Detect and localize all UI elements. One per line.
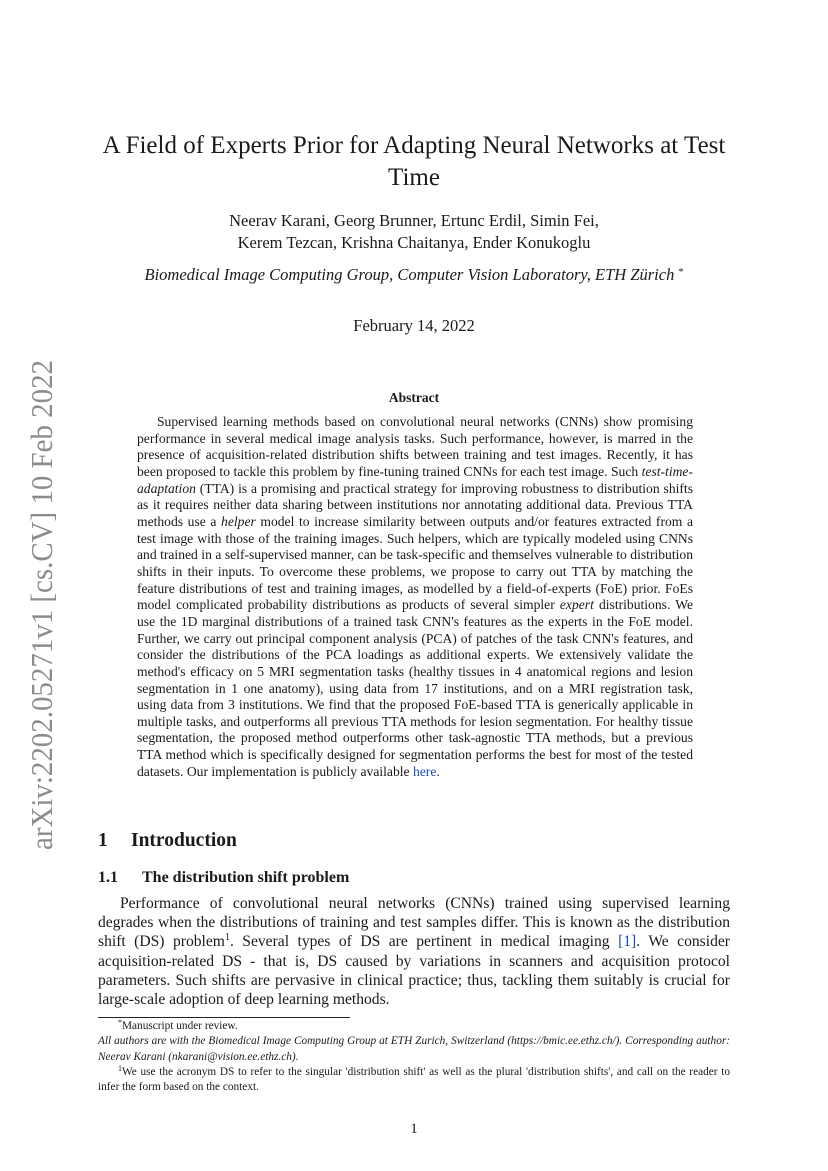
arxiv-identifier: [12, 360, 62, 850]
footnote-star-text: Manuscript under review.: [122, 1020, 238, 1032]
body-text-1: Performance of convolutional neural networks (CNNs) trained using supervised learning degrades when the distributions of training and test samples differ. This is known as the distribution shift (DS) problem: [98, 895, 730, 951]
abstract-text-end: .: [436, 763, 440, 779]
affiliation-text: Biomedical Image Computing Group, Computer Vision Laboratory, ETH Zürich: [144, 265, 675, 284]
affiliation: [98, 265, 730, 285]
abstract-text-3: model to increase similarity between outputs and/or features extracted from a test image with those of the training images. Such helpers, which are typically modeled using CNNs and trained in a self-supervised manner, can be task-specific and themselves vulnerable to distribution shifts in their inputs. To overcome these problems, we propose to carry out TTA by matching the feature distributions of test and training images, as modelled by a field-of-experts (FoE) prior. FoEs model complicated probability distributions as products of several simpler: [137, 513, 693, 613]
subsection-number: 1.1: [98, 869, 118, 886]
abstract-heading: Abstract: [388, 390, 440, 405]
footnote-authors-note: All authors are with the Biomedical Image Computing Group at ETH Zurich, Switzerland (https://bmic.ee.ethz.ch/). Corresponding author: Neerav Karani (nkarani@vision.ee.ethz.ch).: [98, 1035, 730, 1063]
intro-paragraph: [98, 894, 730, 1009]
abstract-italic-term-3: expert: [559, 597, 594, 613]
body-paragraph: [98, 894, 730, 1009]
publication-date: February 14, 2022: [353, 316, 475, 335]
footnote-1-mark: 1: [118, 1063, 122, 1073]
section-heading: [98, 830, 237, 852]
page-number: 1: [410, 1121, 418, 1137]
abstract-body: [137, 414, 693, 780]
arxiv-identifier-text: arXiv:2202.05271v1 [cs.CV] 10 Feb 2022: [24, 360, 59, 850]
footnote-ref-1[interactable]: 1: [224, 932, 230, 944]
paper-title-line-1: A Field of Experts Prior for Adapting Neural Networks at Test: [102, 132, 726, 159]
body-text-2: . Several types of DS are pertinent in medical imaging: [229, 933, 619, 951]
author-list-line-1: Neerav Karani, Georg Brunner, Ertunc Erdil, Simin Fei,: [229, 211, 599, 230]
footnote-1-text: We use the acronym DS to refer to the singular 'distribution shift' as well as the plural 'distribution shifts', and call on the reader to infer the form based on the context.: [98, 1065, 730, 1094]
arxiv-identifier-svg: [12, 360, 62, 850]
section-title: Introduction: [131, 830, 237, 851]
abstract-text-2: (TTA) is a promising and practical strategy for improving robustness to distribution shifts as it requires neither data sharing between institutions nor annotating additional data. Previous TTA methods use a: [137, 480, 693, 529]
paper-title-line-2: Time: [388, 164, 440, 191]
body-text-3: . We consider acquisition-related DS - that is, DS caused by variations in scanners and acquisition protocol parameters. Such shifts are pervasive in clinical practice; thus, tackling them suitably is crucial for large-scale adoption of deep learning methods.: [98, 933, 730, 1009]
abstract-text-1: Supervised learning methods based on convolutional neural networks (CNNs) show promising performance in several medical image analysis tasks. Such performance, however, is marred in the presence of acquisition-related distribution shifts between training and test images. Recently, it has been proposed to tackle this problem by fine-tuning trained CNNs for each test image. Such: [137, 414, 693, 479]
footnote-star-mark: *: [118, 1018, 122, 1027]
abstract-italic-term-1: test-time-adaptation: [137, 463, 693, 496]
abstract-text-4: distributions. We use the 1D marginal distributions of a trained task CNN's features as the experts in the FoE model. Further, we carry out principal component analysis (PCA) of patches of the task CNN's features, and consider the distributions of the PCA loadings as additional experts. We extensively validate the method's efficacy on 5 MRI segmentation tasks (healthy tissues in 4 anatomical regions and lesion segmentation in 1 one anatomy), using data from 17 institutions, and on a MRI registration task, using data from 3 institutions. We find that the proposed FoE-based TTA is generically applicable in multiple tasks, and outperforms all previous TTA methods for lesion segmentation. For healthy tissue segmentation, the proposed method outperforms other task-agnostic TTA methods, but a previous TTA method which is specifically designed for segmentation performs the best for most of the tested datasets. Our implementation is publicly available: [137, 597, 693, 779]
paper-title: [98, 130, 730, 194]
author-list: [98, 210, 730, 254]
section-number: 1: [98, 830, 108, 851]
citation-link[interactable]: [1]: [618, 933, 637, 951]
affiliation-footnote-mark: *: [678, 267, 684, 278]
footnotes: [98, 1019, 730, 1095]
footnote-1: [98, 1065, 730, 1096]
subsection-heading: [98, 869, 349, 887]
implementation-link[interactable]: here: [412, 763, 437, 779]
footnote-star: [98, 1019, 730, 1034]
abstract-paragraph: [137, 414, 693, 780]
footnote-divider: [98, 1017, 350, 1018]
subsection-title: The distribution shift problem: [142, 869, 350, 886]
author-list-line-2: Kerem Tezcan, Krishna Chaitanya, Ender Konukoglu: [237, 233, 591, 252]
abstract-italic-term-2: helper: [221, 513, 256, 529]
